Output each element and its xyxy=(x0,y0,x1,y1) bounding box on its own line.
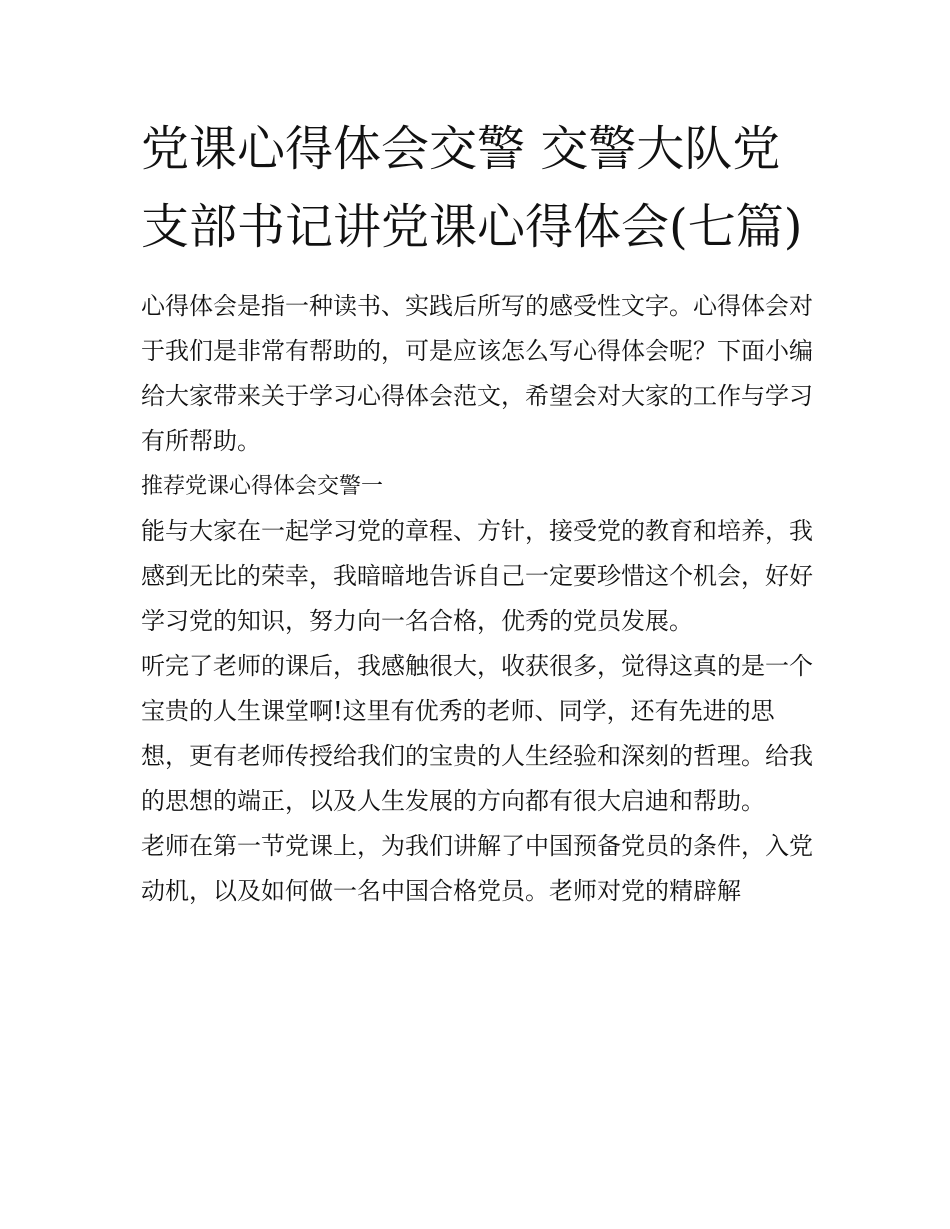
body-paragraph: 能与大家在一起学习党的章程、方针，接受党的教育和培养，我感到无比的荣幸，我暗暗地告诉自己一定要珍惜这个机会，好好学习党的知识，努力向一名合格，优秀的党员发展。 xyxy=(141,517,813,635)
body-paragraph: 听完了老师的课后，我感触很大，收获很多，觉得这真的是一个宝贵的人生课堂啊!这里有优秀的老师、同学，还有先进的思想，更有老师传授给我们的宝贵的人生经验和深刻的哲理。给我的思想的端正，以及人生发展的方向都有很大启迪和帮助。 xyxy=(141,652,813,815)
document-content xyxy=(141,110,813,914)
intro-paragraph: 心得体会是指一种读书、实践后所写的感受性文字。心得体会对于我们是非常有帮助的，可是应该怎么写心得体会呢？下面小编给大家带来关于学习心得体会范文，希望会对大家的工作与学习有所帮助。 xyxy=(141,292,813,455)
section-heading: 推荐党课心得体会交警一 xyxy=(141,474,384,499)
body-paragraph: 老师在第一节党课上，为我们讲解了中国预备党员的条件，入党动机，以及如何做一名中国合格党员。老师对党的精辟解 xyxy=(141,832,813,905)
document-body xyxy=(141,284,813,914)
document-title: 党课心得体会交警 交警大队党支部书记讲党课心得体会(七篇) xyxy=(141,121,803,255)
